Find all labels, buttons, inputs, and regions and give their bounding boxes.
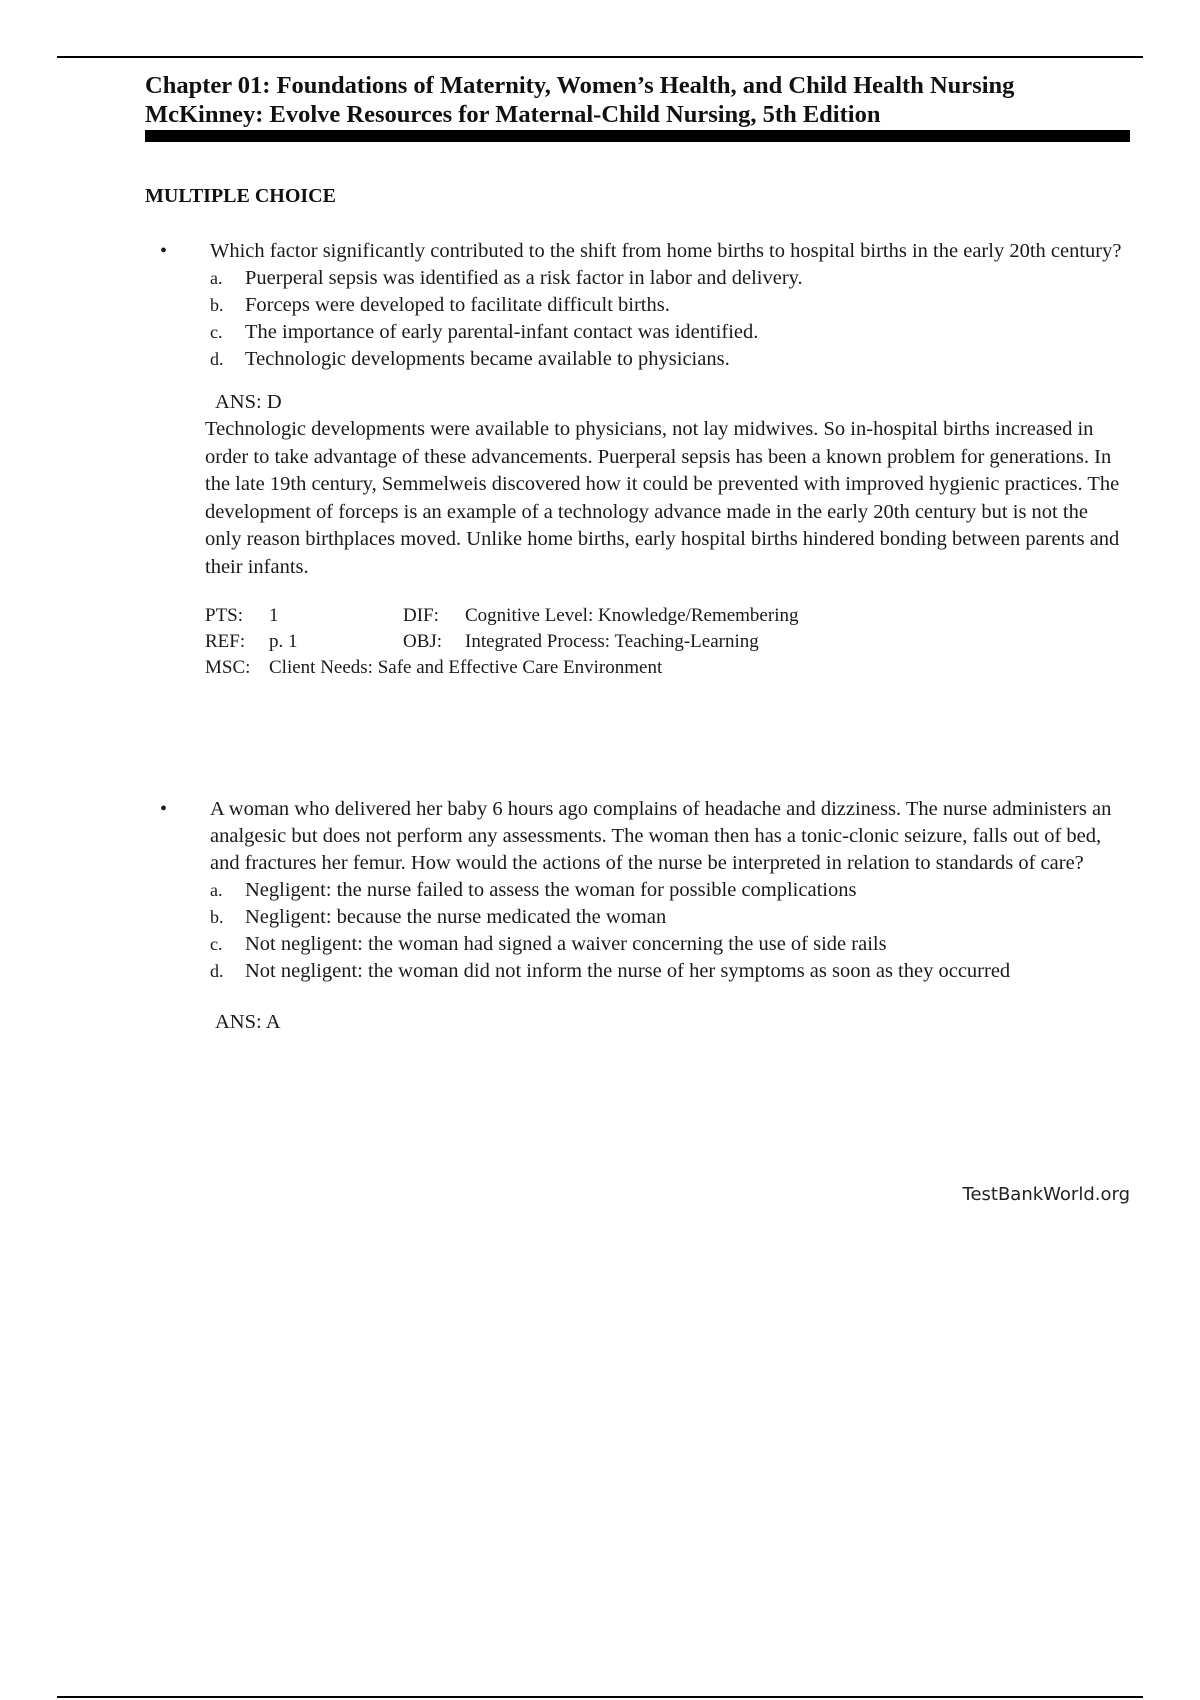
option-letter: d.: [210, 961, 224, 981]
option-letter: d.: [210, 349, 224, 369]
option-letter: b.: [210, 907, 224, 927]
obj-label: OBJ:: [403, 631, 443, 652]
question-metadata: [205, 603, 1135, 681]
ref-label: REF:: [205, 631, 246, 652]
option-b: [210, 292, 1135, 319]
site-watermark: TestBankWorld.org: [962, 1184, 1130, 1205]
obj-value: Integrated Process: Teaching-Learning: [465, 631, 759, 652]
option-text: Forceps were developed to facilitate difficult births.: [245, 294, 670, 316]
meta-row: [205, 603, 1135, 629]
msc-label: MSC:: [205, 657, 251, 678]
header-rule: [145, 130, 1130, 142]
option-c: [210, 319, 1135, 346]
bullet-icon: •: [160, 240, 168, 262]
chapter-title: Chapter 01: Foundations of Maternity, Women’s Health, and Child Health Nursing: [145, 72, 1015, 99]
answer-options: [210, 877, 1135, 985]
option-c: [210, 931, 1135, 958]
option-letter: a.: [210, 880, 223, 900]
answer-key: ANS: D: [215, 391, 282, 413]
option-letter: c.: [210, 934, 223, 954]
pts-value: 1: [269, 605, 279, 626]
option-text: Not negligent: the woman had signed a waiver concerning the use of side rails: [245, 933, 887, 955]
meta-row: [205, 655, 1135, 681]
option-b: [210, 904, 1135, 931]
question-body: [205, 238, 1135, 681]
answer-block: [210, 1009, 1135, 1036]
msc-value: Client Needs: Safe and Effective Care Environment: [269, 657, 663, 678]
option-text: Technologic developments became available to physicians.: [245, 348, 730, 370]
answer-block: [210, 389, 1135, 416]
document-header: [145, 70, 1130, 128]
answer-key: ANS: A: [215, 1011, 281, 1033]
ref-value: p. 1: [269, 631, 298, 652]
option-a: [210, 265, 1135, 292]
option-text: Negligent: because the nurse medicated the woman: [245, 906, 667, 928]
option-text: The importance of early parental-infant contact was identified.: [245, 321, 759, 343]
pts-label: PTS:: [205, 605, 244, 626]
option-text: Negligent: the nurse failed to assess the woman for possible complications: [245, 879, 857, 901]
option-text: Puerperal sepsis was identified as a risk factor in labor and delivery.: [245, 267, 803, 289]
section-heading: MULTIPLE CHOICE: [145, 185, 336, 207]
question-body: [210, 796, 1135, 1036]
bullet-icon: •: [160, 798, 168, 820]
top-page-rule: [57, 56, 1143, 58]
option-text: Not negligent: the woman did not inform the nurse of her symptoms as soon as they occurred: [245, 960, 1011, 982]
dif-value: Cognitive Level: Knowledge/Remembering: [465, 605, 799, 626]
option-d: [210, 958, 1015, 985]
option-a: [210, 877, 1135, 904]
bottom-page-rule: [57, 1696, 1143, 1698]
dif-label: DIF:: [403, 605, 439, 626]
book-subtitle: McKinney: Evolve Resources for Maternal-Child Nursing, 5th Edition: [145, 101, 881, 128]
option-letter: a.: [210, 268, 223, 288]
question-stem: A woman who delivered her baby 6 hours ago complains of headache and dizziness. The nurse administers an analgesic but does not perform any assessments. The woman then has a tonic-clonic seizure, falls out of bed, and fractures her femur. How would the actions of the nurse be interpreted in relation to standards of care?: [210, 798, 1112, 874]
answer-options: [210, 265, 1135, 373]
option-letter: b.: [210, 295, 224, 315]
option-letter: c.: [210, 322, 223, 342]
meta-row: [205, 629, 1135, 655]
question-stem: Which factor significantly contributed to the shift from home births to hospital births in the early 20th century?: [210, 240, 1122, 262]
option-d: [210, 346, 1135, 373]
answer-rationale: Technologic developments were available to physicians, not lay midwives. So in-hospital births increased in order to take advantage of these advancements. Puerperal sepsis has been a known problem for generations. In the late 19th century, Semmelweis discovered how it could be prevented with improved hygienic practices. The development of forceps is an example of a technology advance made in the early 20th century but is not the only reason birthplaces moved. Unlike home births, early hospital births hindered bonding between parents and their infants.: [205, 418, 1120, 578]
